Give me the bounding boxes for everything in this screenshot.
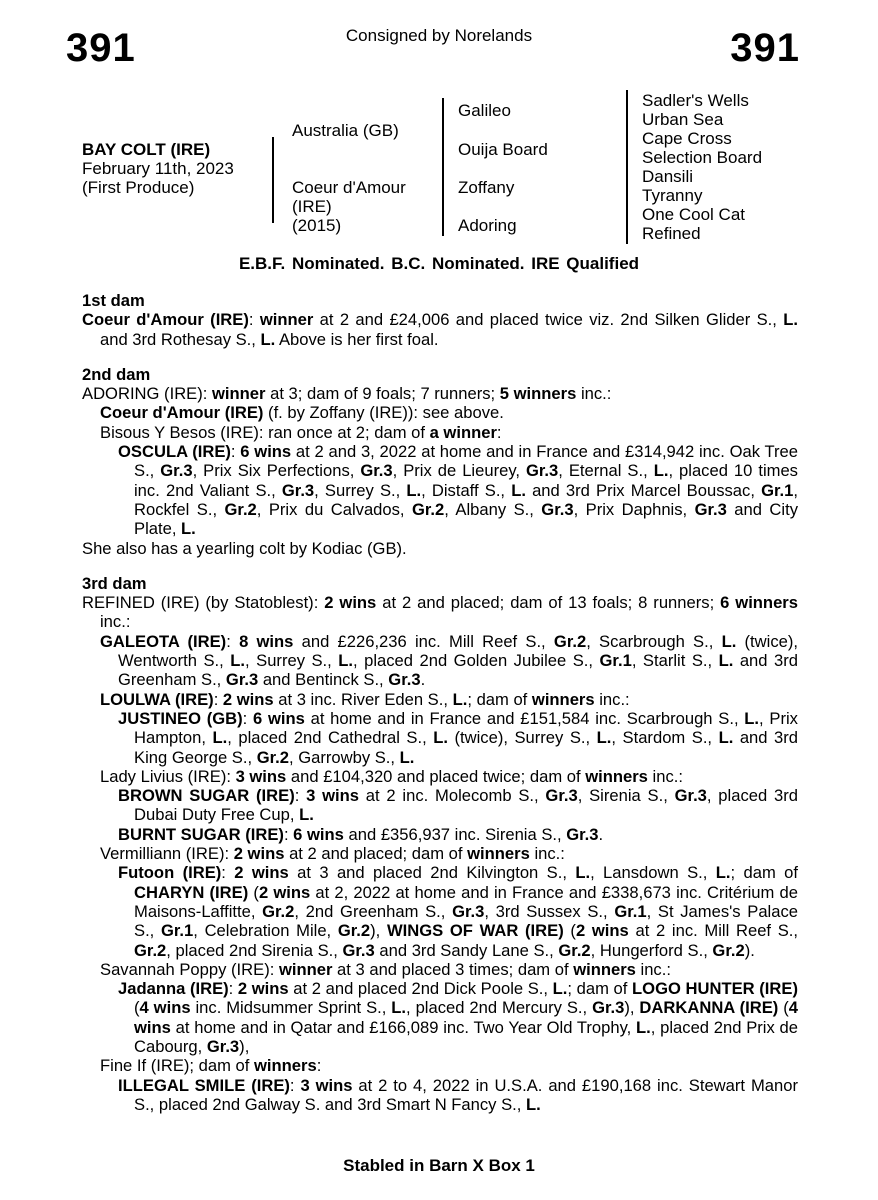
first-dam-section [82, 291, 798, 349]
pedigree-granddam-2: Adoring [458, 216, 517, 235]
first-dam-entry: Coeur d'Amour (IRE): winner at 2 and £24,006 and placed twice viz. 2nd Silken Glider S., L. and 3rd Rothesay S., L. Above is her first foal. [82, 310, 798, 349]
consignor: Consigned by Norelands [345, 26, 533, 45]
second-dam-entry: ADORING (IRE): winner at 3; dam of 9 foals; 7 runners; 5 winners inc.: [82, 384, 612, 404]
grand-offspring-entry: BURNT SUGAR (IRE): 6 wins and £356,937 inc. Sirenia S., Gr.3. [118, 824, 604, 844]
third-dam-heading: 3rd dam [82, 573, 147, 593]
offspring-entry: Vermilliann (IRE): 2 wins at 2 and placed; dam of winners inc.: [100, 844, 565, 864]
horse-info [82, 140, 234, 197]
pedigree-dam: Coeur d'Amour (IRE) (2015) [292, 178, 406, 235]
pedigree-great-grandparents: Sadler's Wells Urban Sea Cape Cross Selection Board Dansili Tyranny One Cool Cat Refined [642, 91, 763, 243]
second-dam-section [82, 365, 798, 558]
horse-name: BAY COLT (IRE) [82, 140, 211, 159]
offspring-entry: Coeur d'Amour (IRE) (f. by Zoffany (IRE)): see above. [100, 403, 504, 423]
pedigree-grandsire-2: Zoffany [458, 178, 515, 197]
foaling-date: February 11th, 2023 [82, 159, 234, 178]
lot-number-right: 391 [730, 26, 800, 70]
offspring-entry: Fine If (IRE); dam of winners: [100, 1056, 322, 1076]
pedigree-sire: Australia (GB) [292, 121, 399, 140]
grand-offspring-entry: BROWN SUGAR (IRE): 3 wins at 2 inc. Molecomb S., Gr.3, Sirenia S., Gr.3, placed 3rd Dubai Duty Free Cup, L. [118, 786, 798, 825]
pedigree-bracket-1 [272, 137, 274, 223]
grand-offspring-entry: Futoon (IRE): 2 wins at 3 and placed 2nd Kilvington S., L., Lansdown S., L.; dam of CHARYN (IRE) (2 wins at 2, 2022 at home and in France and £338,673 inc. Critérium de Maisons-Laffitte, Gr.2, 2nd Greenham S., Gr.3, 3rd Sussex S., Gr.1, St James's Palace S., Gr.1, Celebration Mile, Gr.2), WINGS OF WAR (IRE) (2 wins at 2 inc. Mill Reef S., Gr.2, placed 2nd Sirenia S., Gr.3 and 3rd Sandy Lane S., Gr.2, Hungerford S., Gr.2). [118, 863, 799, 960]
offspring-entry: Bisous Y Besos (IRE): ran once at 2; dam of a winner: [100, 422, 502, 442]
nominations: E.B.F. Nominated. B.C. Nominated. IRE Qualified [238, 254, 640, 273]
offspring-entry: GALEOTA (IRE): 8 wins and £226,236 inc. Mill Reef S., Gr.2, Scarbrough S., L. (twice), Wentworth S., L., Surrey S., L., placed 2nd Golden Jubilee S., Gr.1, Starlit S., L. and 3rd Greenham S., Gr.3 and Bentinck S., Gr.3. [100, 631, 799, 690]
grand-offspring-entry: OSCULA (IRE): 6 wins at 2 and 3, 2022 at home and in France and £314,942 inc. Oak Tree S., Gr.3, Prix Six Perfections, Gr.3, Prix de Lieurey, Gr.3, Eternal S., L., placed 10 times inc. 2nd Valiant S., Gr.3, Surrey S., L., Distaff S., L. and 3rd Prix Marcel Boussac, Gr.1, Rockfel S., Gr.2, Prix du Calvados, Gr.2, Albany S., Gr.3, Prix Daphnis, Gr.3 and City Plate, L. [118, 442, 799, 539]
second-dam-heading: 2nd dam [82, 364, 151, 384]
pedigree-granddam-1: Ouija Board [458, 140, 548, 159]
yearling-note: She also has a yearling colt by Kodiac (GB). [82, 538, 407, 558]
third-dam-section [82, 574, 798, 1114]
pedigree-bracket-3 [626, 90, 628, 244]
pedigree-bracket-2 [442, 98, 444, 236]
first-dam-heading: 1st dam [82, 291, 145, 310]
produce-note: (First Produce) [82, 178, 195, 197]
offspring-entry: Savannah Poppy (IRE): winner at 3 and placed 3 times; dam of winners inc.: [100, 959, 671, 979]
third-dam-entry: REFINED (IRE) (by Statoblest): 2 wins at 2 and placed; dam of 13 foals; 8 runners; 6 winners inc.: [82, 593, 798, 632]
grand-offspring-entry: JUSTINEO (GB): 6 wins at home and in France and £151,584 inc. Scarbrough S., L., Prix Hampton, L., placed 2nd Cathedral S., L. (twice), Surrey S., L., Stardom S., L. and 3rd King George S., Gr.2, Garrowby S., L. [118, 708, 799, 767]
pedigree-grandsire-1: Galileo [458, 101, 511, 120]
offspring-entry: Lady Livius (IRE): 3 wins and £104,320 and placed twice; dam of winners inc.: [100, 766, 683, 786]
stabling-info: Stabled in Barn X Box 1 [343, 1156, 535, 1175]
lot-number-left: 391 [66, 26, 136, 70]
grand-offspring-entry: ILLEGAL SMILE (IRE): 3 wins at 2 to 4, 2022 in U.S.A. and £190,168 inc. Stewart Manor S., placed 2nd Galway S. and 3rd Smart N Fancy S., L. [118, 1075, 798, 1114]
offspring-entry: LOULWA (IRE): 2 wins at 3 inc. River Eden S., L.; dam of winners inc.: [100, 689, 630, 709]
catalogue-body [82, 291, 798, 1114]
grand-offspring-entry: Jadanna (IRE): 2 wins at 2 and placed 2nd Dick Poole S., L.; dam of LOGO HUNTER (IRE) (4 wins inc. Midsummer Sprint S., L., placed 2nd Mercury S., Gr.3), DARKANNA (IRE) (4 wins at home and in Qatar and £166,089 inc. Two Year Old Trophy, L., placed 2nd Prix de Cabourg, Gr.3), [118, 979, 798, 1056]
